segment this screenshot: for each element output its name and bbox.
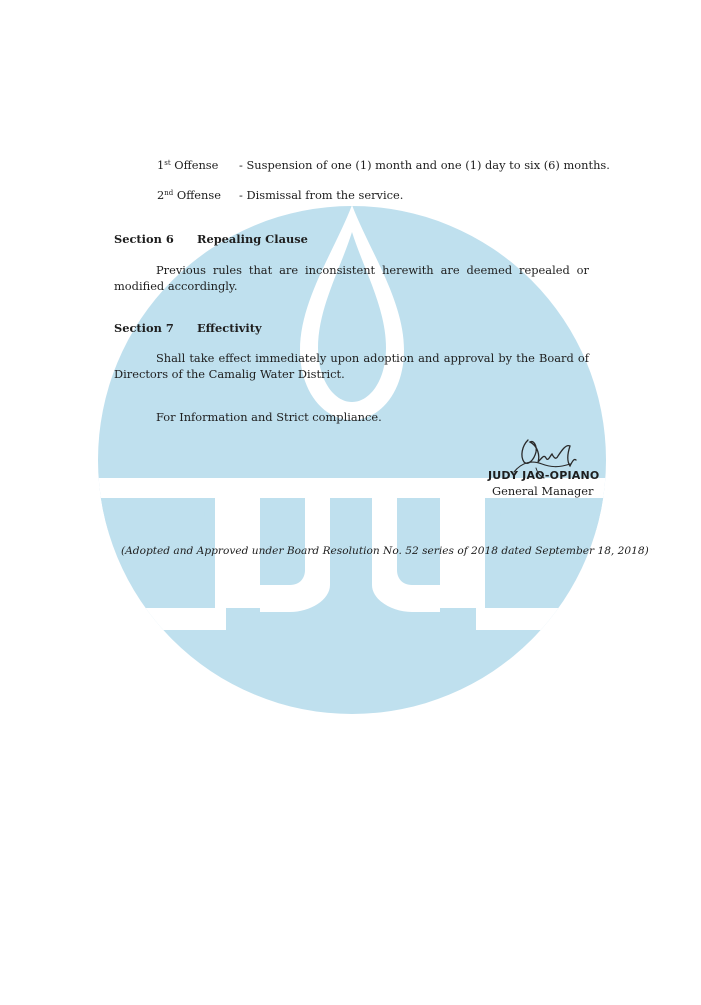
offense-1-text: - Suspension of one (1) month and one (1) day to six (6) months. (239, 158, 610, 172)
section-6-title: Repealing Clause (197, 232, 308, 246)
offense-2-label: 2nd Offense (157, 188, 221, 202)
offense-1-label: 1st Offense (157, 158, 219, 172)
handwritten-signature (510, 432, 580, 482)
section-7-title: Effectivity (197, 321, 262, 335)
signatory-name: JUDY JAO-OPIANO (488, 469, 600, 482)
section-6-number: Section 6 (114, 232, 174, 246)
section-7-body: Shall take effect immediately upon adoption and approval by the Board of Directors of the Camalig Water District. (114, 351, 589, 381)
section-6-body: Previous rules that are inconsistent herewith are deemed repealed or modified accordingly. (114, 263, 589, 293)
section-7-number: Section 7 (114, 321, 174, 335)
adoption-note: (Adopted and Approved under Board Resolution No. 52 series of 2018 dated September 18, 2018) (121, 545, 649, 557)
offense-2-text: - Dismissal from the service. (239, 188, 404, 202)
closing-line: For Information and Strict compliance. (156, 410, 382, 424)
signatory-title: General Manager (492, 484, 594, 498)
